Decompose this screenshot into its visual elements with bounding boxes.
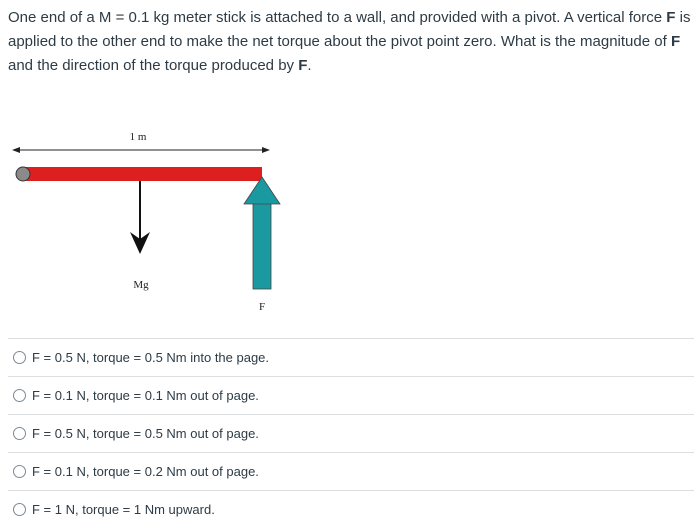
- answer-list: [8, 338, 694, 528]
- answer-option[interactable]: [8, 414, 694, 452]
- radio-button[interactable]: [13, 503, 26, 516]
- diagram-svg: [8, 126, 283, 318]
- radio-button[interactable]: [13, 351, 26, 364]
- answer-option[interactable]: [8, 376, 694, 414]
- question-segment: is applied to the other end to make the net torque about the pivot point zero. What is the magnitude of: [8, 9, 691, 50]
- force-symbol: F: [670, 33, 681, 50]
- question-text: [8, 6, 692, 78]
- answer-label: F = 0.1 N, torque = 0.2 Nm out of page.: [32, 464, 259, 479]
- radio-button[interactable]: [13, 427, 26, 440]
- force-label: F: [258, 301, 266, 313]
- answer-option[interactable]: [8, 338, 694, 376]
- question-segment: .: [307, 57, 312, 74]
- answer-label: F = 0.5 N, torque = 0.5 Nm out of page.: [32, 426, 259, 441]
- meter-stick: [22, 167, 262, 181]
- length-arrow-right-head: [262, 147, 270, 153]
- length-label: 1 m: [129, 131, 147, 143]
- answer-label: F = 0.5 N, torque = 0.5 Nm into the page.: [32, 350, 270, 365]
- force-symbol: F: [298, 57, 308, 74]
- force-arrow-head: [244, 177, 280, 204]
- length-arrow-left-head: [12, 147, 20, 153]
- answer-label: F = 0.1 N, torque = 0.1 Nm out of page.: [32, 388, 259, 403]
- question-segment: One end of a M = 0.1 kg meter stick is attached to a wall, and provided with a pivot. A vertical force: [8, 9, 667, 26]
- question-segment: and the direction of the torque produced by: [8, 57, 299, 74]
- answer-label: F = 1 N, torque = 1 Nm upward.: [32, 502, 215, 517]
- radio-button[interactable]: [13, 465, 26, 478]
- force-arrow-shaft: [253, 203, 271, 289]
- torque-diagram: [8, 126, 283, 318]
- pivot-icon: [16, 167, 30, 181]
- force-symbol: F: [666, 9, 676, 26]
- answer-option[interactable]: [8, 490, 694, 528]
- radio-button[interactable]: [13, 389, 26, 402]
- answer-option[interactable]: [8, 452, 694, 490]
- weight-label: Mg: [133, 279, 149, 291]
